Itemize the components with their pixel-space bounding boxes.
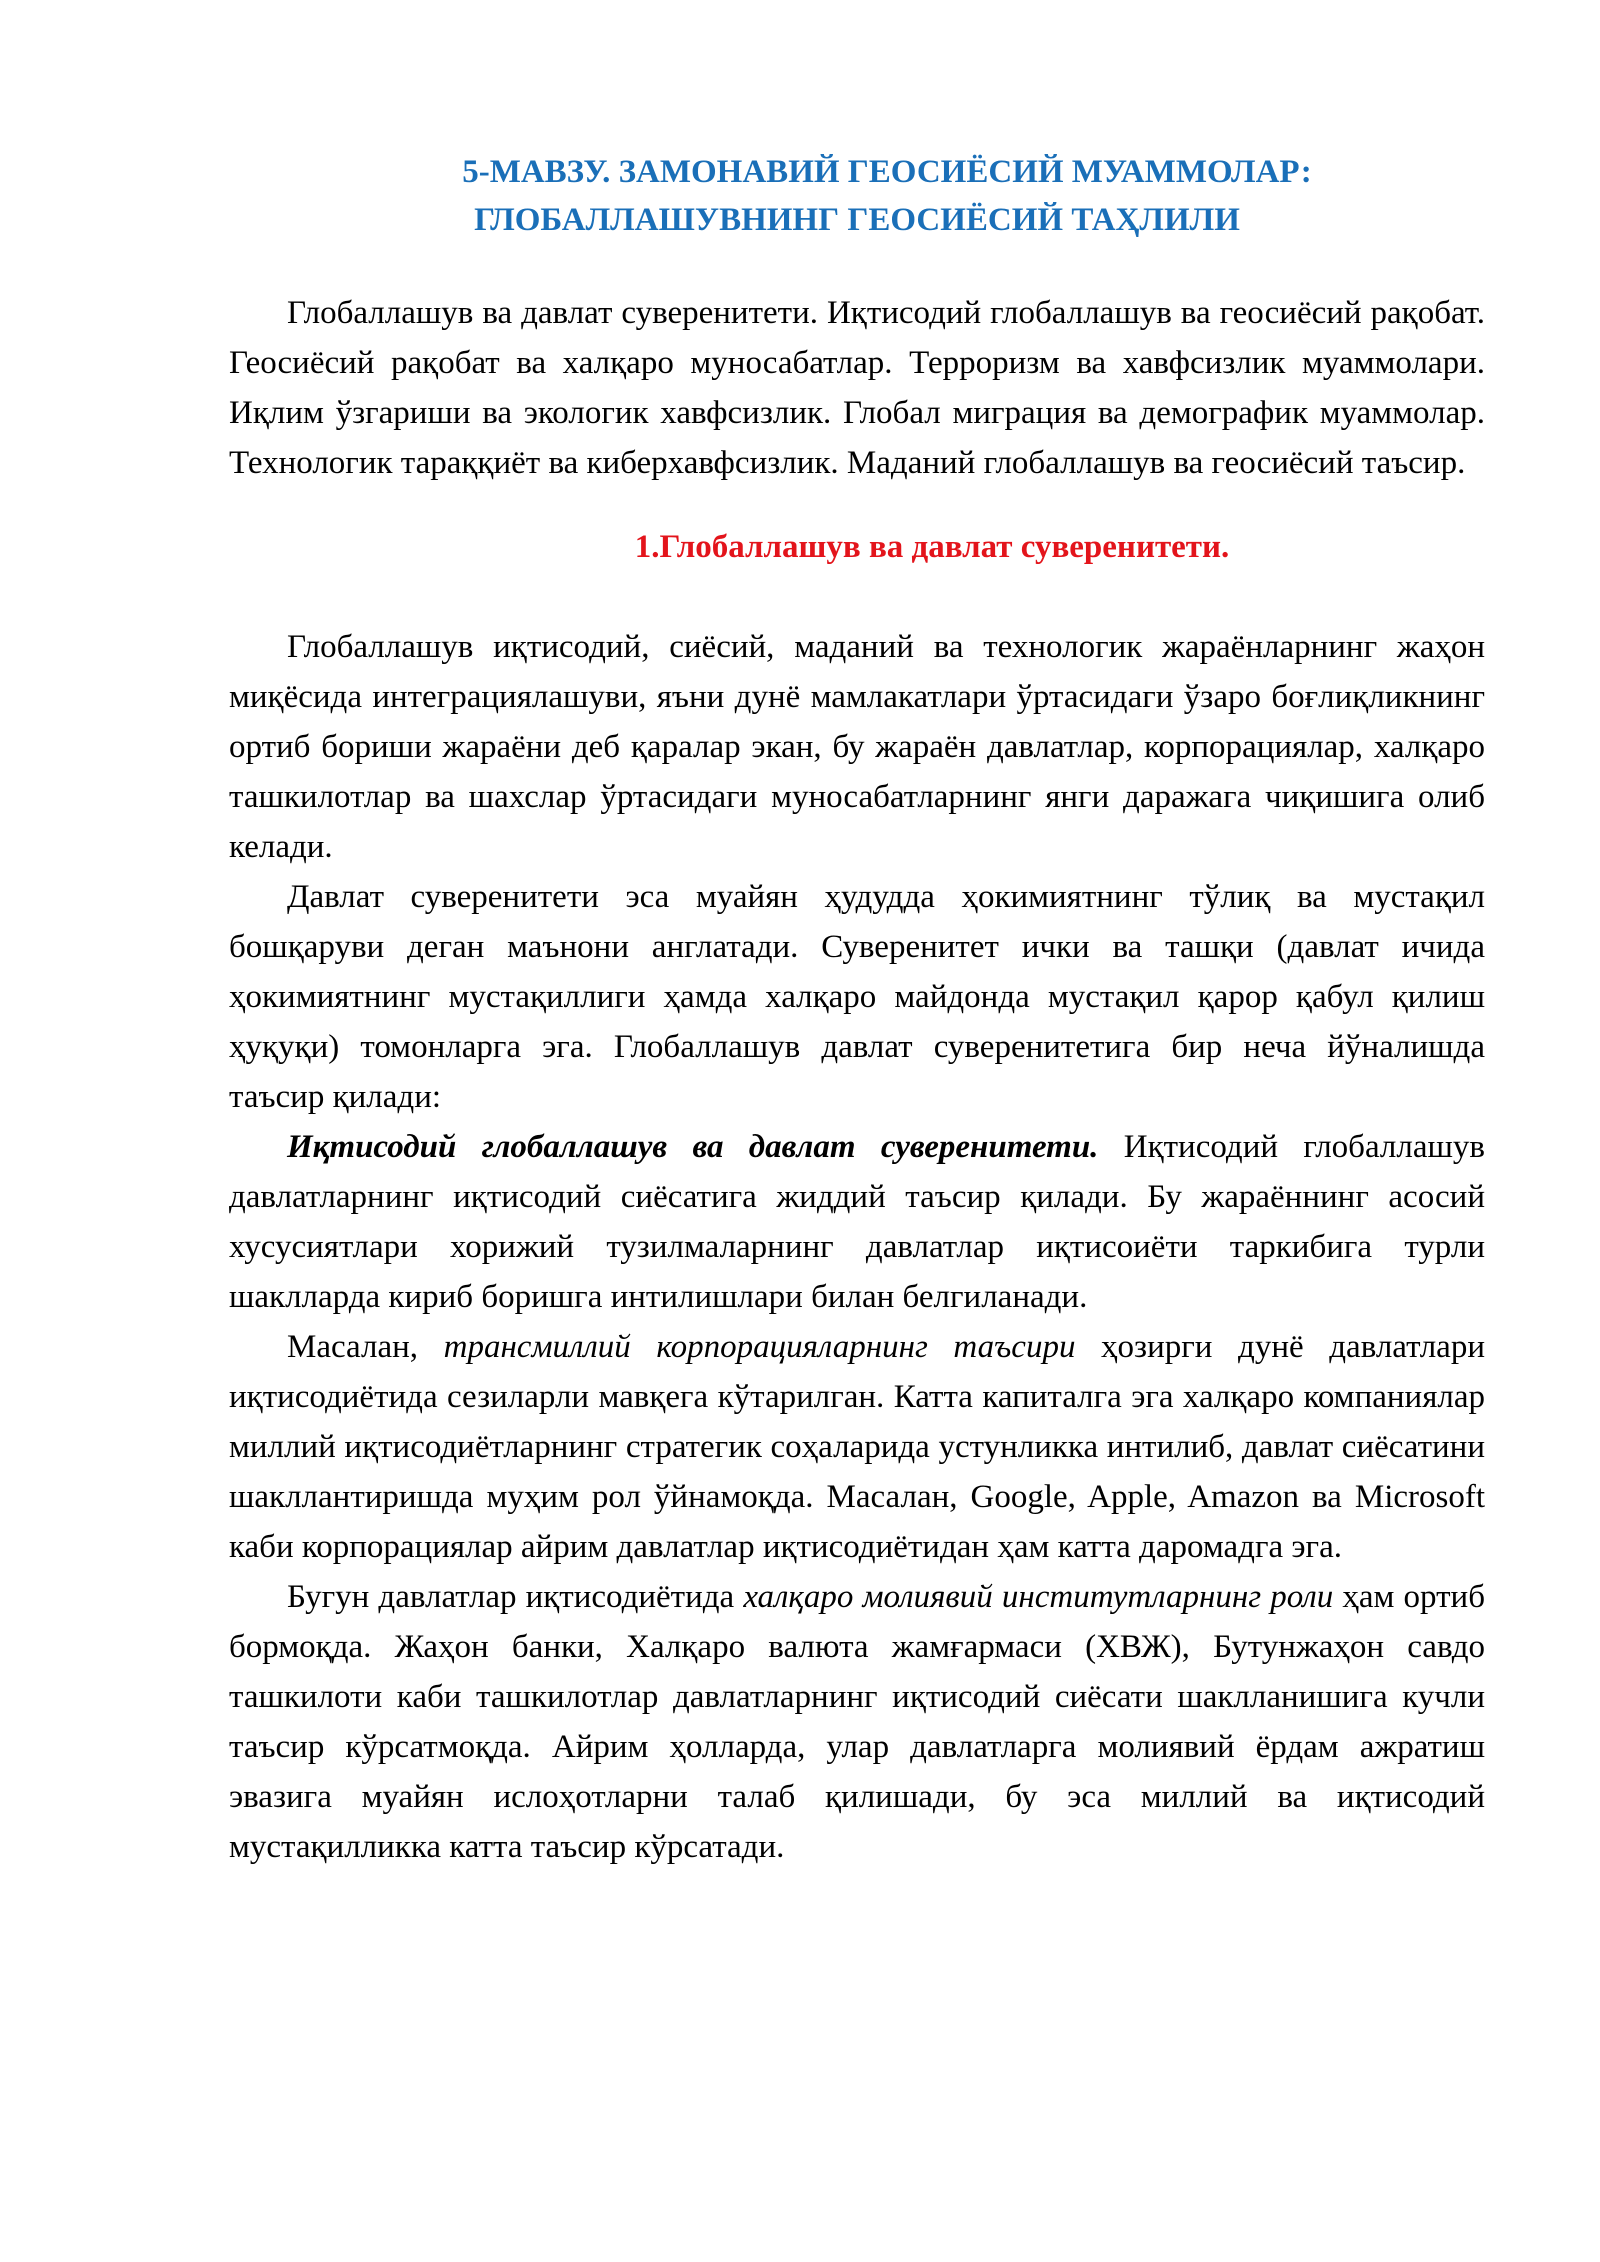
paragraph-5: [229, 1572, 1485, 1872]
section-heading: 1.Глобаллашув ва давлат суверенитети.: [634, 529, 1230, 565]
paragraph-4: [229, 1322, 1485, 1572]
title-line-2: ГЛОБАЛЛАШУВНИНГ ГЕОСИЁСИЙ ТАҲЛИЛИ: [474, 202, 1240, 238]
topic-outline: Глобаллашув ва давлат суверенитети. Иқтисодий глобаллашув ва геосиёсий рақобат. Геосиёсий рақобат ва халқаро муносабатлар. Терроризм ва хавфсизлик муаммолари. Иқлим ўзгариши ва экологик хавфсизлик. Глобал миграция ва демографик муаммолар. Технологик тараққиёт ва киберхавфсизлик. Маданий глобаллашув ва геосиёсий таъсир.: [229, 295, 1485, 481]
page-title: [229, 148, 1485, 244]
paragraph-3: [229, 1122, 1485, 1322]
paragraph-5-emphasis: халқаро молиявий институтларнинг роли: [743, 1579, 1334, 1615]
paragraph-5-start: Бугун давлатлар иқтисодиётида: [287, 1579, 744, 1615]
paragraph-2: Давлат суверенитети эса муайян ҳудудда ҳокимиятнинг тўлиқ ва мустақил бошқаруви деган маънони англатади. Суверенитет ички ва ташқи (давлат ичида ҳокимиятнинг мустақиллиги ҳамда халқаро майдонда мустақил қарор қабул қилиш ҳуқуқи) томонларга эга. Глобаллашув давлат суверенитетига бир неча йўналишда таъсир қилади:: [229, 879, 1485, 1115]
title-line-1: 5-МАВЗУ. ЗАМОНАВИЙ ГЕОСИЁСИЙ МУАММОЛАР:: [462, 154, 1312, 190]
paragraph-3-text: Иқтисодий глобаллашув давлатларнинг иқтисодий сиёсатига жиддий таъсир қилади. Бу жараённинг асосий хусусиятлари хорижий тузилмаларнинг давлатлар иқтисоиёти таркибига турли шаклларда кириб боришга интилишлари билан белгиланади.: [229, 1129, 1485, 1315]
paragraph-1: Глобаллашув иқтисодий, сиёсий, маданий ва технологик жараёнларнинг жаҳон миқёсида интеграциялашуви, яъни дунё мамлакатлари ўртасидаги ўзаро боғлиқликнинг ортиб бориши жараёни деб қаралар экан, бу жараён давлатлар, корпорациялар, халқаро ташкилотлар ва шахслар ўртасидаги муносабатларнинг янги даражага чиқишига олиб келади.: [229, 629, 1485, 865]
paragraph-5-text: ҳам ортиб бормоқда. Жаҳон банки, Халқаро валюта жамғармаси (ХВЖ), Бутунжаҳон савдо ташкилоти каби ташкилотлар давлатларнинг иқтисодий сиёсати шаклланишига кучли таъсир кўрсатмоқда. Айрим ҳолларда, улар давлатларга молиявий ёрдам ажратиш эвазига муайян ислоҳотларни талаб қилишади, бу эса миллий ва иқтисодий мустақилликка катта таъсир кўрсатади.: [229, 1579, 1485, 1865]
paragraph-4-text: ҳозирги дунё давлатлари иқтисодиётида сезиларли мавқега кўтарилган. Катта капиталга эга халқаро компаниялар миллий иқтисодиётларнинг стратегик соҳаларида устунликка интилиб, давлат сиёсатини шакллантиришда муҳим рол ўйнамоқда. Масалан, Google, Apple, Amazon ва Microsoft каби корпорациялар айрим давлатлар иқтисодиётидан ҳам катта даромадга эга.: [229, 1329, 1485, 1565]
page-content: [229, 148, 1485, 1872]
paragraph-4-start: Масалан,: [287, 1329, 444, 1365]
paragraph-4-emphasis: трансмиллий корпорацияларнинг таъсири: [443, 1329, 1076, 1365]
section-body: [229, 622, 1485, 1872]
paragraph-3-lead: Иқтисодий глобаллашув ва давлат суверенитети.: [287, 1129, 1099, 1165]
